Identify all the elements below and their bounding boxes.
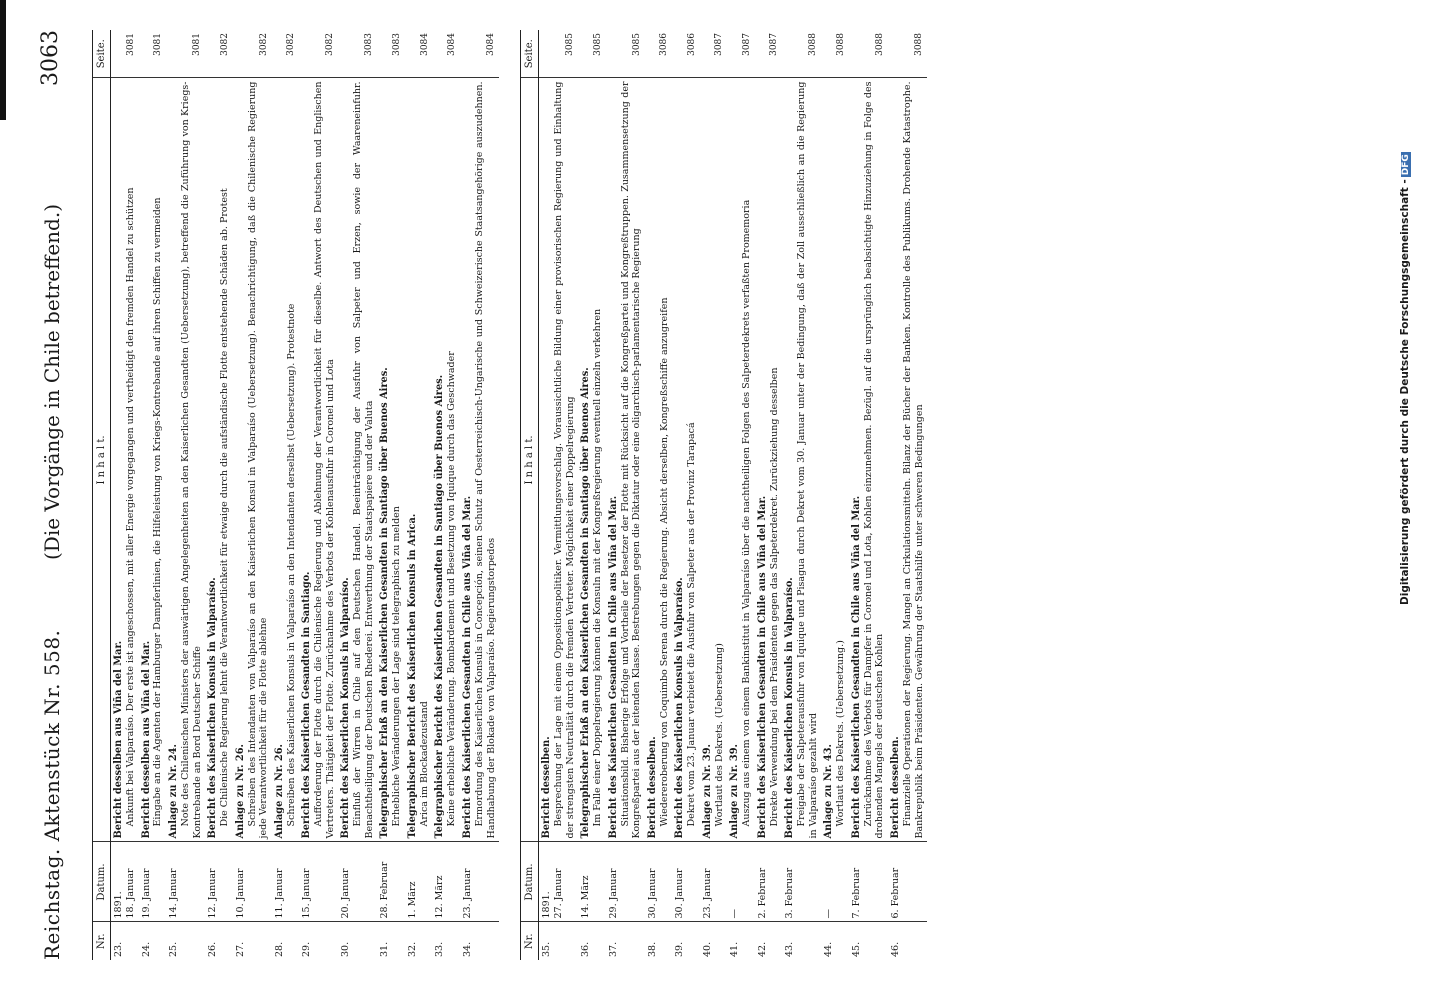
entry-date xyxy=(888,842,927,922)
table-row xyxy=(849,30,888,960)
entry-title: Anlage zu Nr. 43. xyxy=(823,744,835,839)
entry-title: Telegraphischer Erlaß an den Kaiserlichen Gesandten in Santiago über Buenos Aires. xyxy=(379,367,391,839)
table-row xyxy=(782,30,821,960)
col-datum: Datum. xyxy=(93,842,111,922)
entry-number-text: 29. xyxy=(301,941,313,957)
entry-number-text: 33. xyxy=(434,941,446,957)
table-row xyxy=(700,30,728,960)
entry-number-text: 34. xyxy=(461,941,473,957)
entry-page xyxy=(338,30,377,78)
entry-date xyxy=(578,842,606,922)
entry-page xyxy=(888,30,927,78)
table-header-row xyxy=(521,30,539,960)
entry-title: Anlage zu Nr. 39. xyxy=(729,744,741,839)
entry-content xyxy=(672,78,700,842)
entry-date xyxy=(539,842,579,922)
entry-page xyxy=(139,30,167,78)
entry-number-text: 28. xyxy=(273,941,285,957)
entry-text: Freigabe der Salpeterausfuhr von Iquique und Pisagua durch Dekret vom 30. Januar unter der Bedingung, daß der Zoll ausschließlich an die Regierung in Valparaíso gezahlt wird xyxy=(796,81,819,839)
table-row xyxy=(755,30,783,960)
entry-date-text: 1. März xyxy=(406,881,418,919)
entry-content xyxy=(606,78,645,842)
entry-date xyxy=(672,842,700,922)
entry-number-text: 41. xyxy=(729,941,741,957)
entry-number xyxy=(821,922,849,960)
entry-number xyxy=(727,922,755,960)
entry-number-text: 23. xyxy=(113,941,124,957)
entry-text: Schreiben des Kaiserlichen Konsuls in Valparaíso an den Intendanten derselbst (Uebersetzung). Protestnote xyxy=(285,303,297,827)
entry-page-text: 3081 xyxy=(192,33,203,56)
entry-number-text: 26. xyxy=(207,941,219,957)
entry-page-text: 3083 xyxy=(391,33,402,56)
entry-year: 1891. xyxy=(113,891,124,919)
entry-page-text: 3088 xyxy=(835,33,846,56)
entry-number-text: 40. xyxy=(701,941,713,957)
entry-page-text: 3084 xyxy=(447,33,458,56)
entry-content xyxy=(166,78,205,842)
entry-content xyxy=(782,78,821,842)
entry-number xyxy=(460,922,499,960)
entry-number xyxy=(539,922,579,960)
dfg-badge: DFG xyxy=(1401,154,1411,176)
entry-page xyxy=(782,30,821,78)
entry-page xyxy=(821,30,849,78)
entry-text: Arica im Blockadezustand xyxy=(418,701,430,827)
page-header xyxy=(34,30,74,960)
entry-title: Bericht des Kaiserlichen Gesandten in Chile aus Viña del Mar. xyxy=(607,495,619,839)
entry-number xyxy=(645,922,673,960)
entry-content xyxy=(338,78,377,842)
entry-content xyxy=(539,78,579,842)
table-row xyxy=(821,30,849,960)
entry-content xyxy=(299,78,338,842)
entry-text: Ermordung des Kaiserlichen Konsuls in Concepción, seinen Schutz auf Oesterreichisch-Ungarische und Schweizerische Staatsangehörige auszudehnen. Handhabung der Blokade von Valparaíso. Regierungstorpedos xyxy=(473,81,497,839)
entry-text: Besprechung der Lage mit einem Oppositionspolitiker. Vermittlungsvorschlag. Voraussichtliche Bildung einer provisorischen Regierung und Einhaltung der strengsten Neutralität durch die fremden Vertreter. Möglichkeit einer Doppelregierung xyxy=(552,81,576,839)
entry-page xyxy=(755,30,783,78)
entry-title: Bericht desselben aus Viña del Mar. xyxy=(140,640,152,839)
entry-number xyxy=(782,922,821,960)
entry-title: Bericht des Kaiserlichen Konsuls in Valparaíso. xyxy=(784,577,796,839)
entry-page xyxy=(205,30,233,78)
entry-page xyxy=(539,30,579,78)
entry-date xyxy=(111,842,139,922)
entry-number xyxy=(338,922,377,960)
entry-page-text: 3082 xyxy=(325,33,336,56)
entry-page xyxy=(111,30,139,78)
entry-number-text: 39. xyxy=(674,941,686,957)
table-row xyxy=(645,30,673,960)
col-nr: Nr. xyxy=(521,922,539,960)
entry-number xyxy=(672,922,700,960)
table-row xyxy=(405,30,433,960)
entry-page-text: 3085 xyxy=(592,33,603,56)
entry-number xyxy=(849,922,888,960)
dfg-sidebar xyxy=(1399,25,1417,605)
entry-content xyxy=(432,78,460,842)
entry-title: Bericht des Kaiserlichen Konsuls in Valparaíso. xyxy=(207,577,219,839)
entry-number-text: 42. xyxy=(756,941,768,957)
entry-content xyxy=(821,78,849,842)
entry-number-text: 45. xyxy=(850,941,862,957)
entry-page-text: 3087 xyxy=(769,33,780,56)
table-row xyxy=(139,30,167,960)
contents-table-1 xyxy=(92,30,499,960)
entry-number xyxy=(405,922,433,960)
entry-title: Bericht desselben. xyxy=(889,736,901,839)
entry-content xyxy=(578,78,606,842)
entry-page xyxy=(405,30,433,78)
entry-number-text: 35. xyxy=(541,941,552,957)
entry-number-text: 25. xyxy=(168,941,180,957)
entry-page xyxy=(432,30,460,78)
entry-page xyxy=(460,30,499,78)
entry-text: Wiedereroberung von Coquimbo Serena durch die Regierung. Absicht derselben, Kongreßschiffe anzugreifen xyxy=(658,297,670,827)
header-center: (Die Vorgänge in Chile betreffend.) xyxy=(40,203,64,560)
entry-number xyxy=(755,922,783,960)
entry-date xyxy=(377,842,405,922)
entry-date xyxy=(606,842,645,922)
entry-date-text: 2. Februar xyxy=(756,867,768,919)
entry-date xyxy=(233,842,272,922)
entry-content xyxy=(233,78,272,842)
entry-page-text: 3086 xyxy=(659,33,670,56)
entry-date xyxy=(166,842,205,922)
entry-number-text: 43. xyxy=(784,941,796,957)
table-row xyxy=(233,30,272,960)
entry-text: Wortlaut des Dekrets. (Uebersetzung.) xyxy=(835,640,847,827)
entry-title: Anlage zu Nr. 24. xyxy=(168,744,180,839)
table-row xyxy=(377,30,405,960)
entry-number-text: 44. xyxy=(823,941,835,957)
entry-text: Auszug aus einem von einem Bankinstitut in Valparaíso über die nachtheiligen Folgen des Salpeterdekrets verfaßten Promemoria xyxy=(741,199,753,827)
entry-page xyxy=(299,30,338,78)
entry-page-text: 3088 xyxy=(808,33,819,56)
entry-number-text: 37. xyxy=(607,941,619,957)
entry-date xyxy=(727,842,755,922)
entry-date xyxy=(782,842,821,922)
entry-date xyxy=(460,842,499,922)
entry-title: Anlage zu Nr. 26. xyxy=(273,744,285,839)
entry-title: Bericht desselben. xyxy=(541,736,552,839)
entry-date-text: 15. Januar xyxy=(301,868,313,919)
entry-date xyxy=(272,842,300,922)
table-row xyxy=(606,30,645,960)
entry-content xyxy=(111,78,139,842)
entry-page-text: 3084 xyxy=(486,33,497,56)
entry-text: Die Chilenische Regierung lehnt die Verantwortlichkeit für etwaige durch die aufständische Flotte entstehende Schäden ab. Protest xyxy=(219,188,231,827)
entry-number-text: 31. xyxy=(379,941,391,957)
entry-title: Bericht des Kaiserlichen Gesandten in Santiago. xyxy=(301,571,313,839)
entry-date-text: 10. Januar xyxy=(234,868,246,919)
entry-date xyxy=(849,842,888,922)
col-inhalt: I n h a l t. xyxy=(521,78,539,842)
table-row xyxy=(111,30,139,960)
entry-content xyxy=(460,78,499,842)
col-nr: Nr. xyxy=(93,922,111,960)
entry-date xyxy=(405,842,433,922)
entry-page xyxy=(272,30,300,78)
entry-page xyxy=(166,30,205,78)
entry-date-text: 20. Januar xyxy=(340,868,352,919)
table-row xyxy=(272,30,300,960)
entry-page-text: 3088 xyxy=(914,33,925,56)
entry-text: Schreiben des Intendanten von Valparaíso an den Kaiserlichen Konsul in Valparaíso (Uebersetzung). Benachrichtigung, daß die Chilenische Regierung jede Verantwortlichkeit für die Flotte ablehne xyxy=(246,81,270,839)
entry-page xyxy=(578,30,606,78)
entry-page-text: 3085 xyxy=(565,33,576,56)
entry-content xyxy=(377,78,405,842)
entry-date-text: 30. Januar xyxy=(646,868,658,919)
entry-page-text: 3083 xyxy=(364,33,375,56)
entry-title: Bericht des Kaiserlichen Konsuls in Valparaíso. xyxy=(674,577,686,839)
entry-title: Bericht des Kaiserlichen Gesandten in Chile aus Viña del Mar. xyxy=(850,495,862,839)
entry-date-text: — xyxy=(823,909,835,919)
entry-page xyxy=(645,30,673,78)
table-header-row xyxy=(93,30,111,960)
entry-number xyxy=(606,922,645,960)
entry-title: Telegraphischer Bericht des Kaiserlichen Konsuls in Arica. xyxy=(406,513,418,839)
entry-date xyxy=(205,842,233,922)
entry-page-text: 3087 xyxy=(741,33,752,56)
entry-date xyxy=(821,842,849,922)
entry-page-text: 3081 xyxy=(125,33,136,56)
entry-number-text: 27. xyxy=(234,941,246,957)
entry-number-text: 36. xyxy=(580,941,592,957)
col-datum: Datum. xyxy=(521,842,539,922)
entry-number xyxy=(700,922,728,960)
entry-text: Erhebliche Veränderungen der Lage sind telegraphisch zu melden xyxy=(391,506,403,827)
entry-page-text: 3087 xyxy=(714,33,725,56)
entry-year: 1891. xyxy=(541,891,552,919)
entry-date-text: 7. Februar xyxy=(850,867,862,919)
table-row xyxy=(539,30,579,960)
entry-title: Bericht des Kaiserlichen Gesandten in Chile aus Viña del Mar. xyxy=(461,495,473,839)
entry-text: Note des Chilenischen Ministers der auswärtigen Angelegenheiten an den Kaiserlichen Gesandten (Uebersetzung), betreffend die Zuführung von Kriegs-Kontrebande an Bord Deutscher Schiffe xyxy=(179,81,203,839)
entry-text: Wortlaut des Dekrets. (Uebersetzung) xyxy=(713,643,725,827)
entry-date-text: 14. Januar xyxy=(168,868,180,919)
entry-page-text: 3086 xyxy=(686,33,697,56)
entry-number xyxy=(272,922,300,960)
entry-title: Bericht desselben aus Viña del Mar. xyxy=(113,640,124,839)
entry-number xyxy=(139,922,167,960)
entry-date-text: 3. Februar xyxy=(784,867,796,919)
entry-page-text: 3082 xyxy=(219,33,230,56)
entry-content xyxy=(272,78,300,842)
entry-date-text: 14. März xyxy=(580,875,592,919)
entry-number-text: 32. xyxy=(406,941,418,957)
entry-text: Direkte Verwendung bei dem Präsidenten gegen das Salpeterdekret. Zurückziehung desselben xyxy=(768,367,780,827)
page-number: 3063 xyxy=(38,30,63,86)
entry-title: Bericht desselben. xyxy=(646,736,658,839)
entry-page xyxy=(606,30,645,78)
header-left: Reichstag. Aktenstück Nr. 558. xyxy=(40,629,64,960)
col-inhalt: I n h a l t. xyxy=(93,78,111,842)
entry-page xyxy=(377,30,405,78)
entry-title: Bericht des Kaiserlichen Konsuls in Valparaíso. xyxy=(340,577,352,839)
entry-text: Finanzielle Operationen der Regierung. Mangel an Cirkulationsmitteln. Bilanz der Bücher der Banken. Kontrolle des Publikums. Drohende Katastrophe. Bankrepublik beim Präsidenten. Gewährung der Staatshilfe unter schweren Bedingungen xyxy=(901,81,925,839)
entry-title: Telegraphischer Erlaß an den Kaiserlichen Gesandten in Santiago über Buenos Aires. xyxy=(580,367,592,839)
entry-text: Eingabe an die Agenten der Hamburger Dampferlinien, die Hilfeleistung von Kriegs-Kontrebande auf ihren Schiffen zu vermeiden xyxy=(152,197,164,827)
entry-date xyxy=(645,842,673,922)
entry-date xyxy=(338,842,377,922)
entry-title: Anlage zu Nr. 39. xyxy=(701,744,713,839)
col-seite: Seite. xyxy=(93,30,111,78)
entry-date xyxy=(299,842,338,922)
entry-date-text: — xyxy=(729,909,741,919)
entry-number-text: 46. xyxy=(889,941,901,957)
entry-number-text: 30. xyxy=(340,941,352,957)
entry-page-text: 3082 xyxy=(286,33,297,56)
table-row xyxy=(338,30,377,960)
entry-number-text: 38. xyxy=(646,941,658,957)
entry-page xyxy=(233,30,272,78)
entry-title: Bericht des Kaiserlichen Gesandten in Chile aus Viña del Mar. xyxy=(756,495,768,839)
entry-date xyxy=(139,842,167,922)
entry-page-text: 3085 xyxy=(631,33,642,56)
entry-date-text: 6. Februar xyxy=(889,867,901,919)
entry-page xyxy=(700,30,728,78)
entry-number xyxy=(111,922,139,960)
entry-text: Keine erhebliche Veränderung. Bombardement und Besetzung von Iquique durch das Geschwader xyxy=(446,351,458,827)
entry-date xyxy=(432,842,460,922)
contents-table-2 xyxy=(520,30,927,960)
entry-content xyxy=(849,78,888,842)
entry-number xyxy=(377,922,405,960)
entry-date-text: 23. Januar xyxy=(461,868,473,919)
entry-date-text: 29. Januar xyxy=(607,868,619,919)
entry-date-text: 12. Januar xyxy=(207,868,219,919)
entry-content xyxy=(700,78,728,842)
table-row xyxy=(299,30,338,960)
entry-number xyxy=(578,922,606,960)
entry-date-text: 28. Februar xyxy=(379,861,391,919)
entry-number xyxy=(166,922,205,960)
entry-page-text: 3081 xyxy=(153,33,164,56)
entry-content xyxy=(645,78,673,842)
entry-content xyxy=(727,78,755,842)
table-row xyxy=(578,30,606,960)
table-row xyxy=(888,30,927,960)
table-row xyxy=(727,30,755,960)
table-row xyxy=(205,30,233,960)
entry-text: Dekret vom 23. Januar verbietet die Ausfuhr von Salpeter aus der Provinz Tarapacá xyxy=(686,422,698,827)
entry-date-text: 12. März xyxy=(434,875,446,919)
entry-date xyxy=(700,842,728,922)
entry-content xyxy=(139,78,167,842)
entry-date-text: 30. Januar xyxy=(674,868,686,919)
entry-page-text: 3084 xyxy=(419,33,430,56)
entry-date-text: 18. Januar xyxy=(124,868,136,919)
entry-content xyxy=(405,78,433,842)
entry-text: Zurücknahme des Verbots für Dampfer in Coronel und Lota, Kohlen einzunehmen. Bezügl. auf die ursprünglich beabsichtigte Hinzuziehung in Folge des drohenden Mangels der deutschen Kohlen xyxy=(862,81,886,839)
entry-date-text: 11. Januar xyxy=(273,868,285,919)
entry-page-text: 3088 xyxy=(875,33,886,56)
table-row xyxy=(432,30,460,960)
entry-title: Anlage zu Nr. 26. xyxy=(234,744,246,839)
entry-number-text: 24. xyxy=(140,941,152,957)
entry-title: Telegraphischer Bericht des Kaiserlichen Gesandten in Santiago über Buenos Aires. xyxy=(434,374,446,839)
table-row xyxy=(672,30,700,960)
entry-number xyxy=(205,922,233,960)
entry-content xyxy=(205,78,233,842)
entry-text: Situationsbild. Bisherige Erfolge und Vortheile der Besetzer der Flotte mit Rücksicht auf die Kongreßpartei und Kongreßtruppen. Zusammensetzung der Kongreßpartei aus der leitenden Klasse. Bestrebungen gegen die Diktatur oder eine oligarchisch-parlamentarische Regierung xyxy=(619,81,643,839)
entry-date-text: 23. Januar xyxy=(701,868,713,919)
col-seite: Seite. xyxy=(521,30,539,78)
entry-date-text: 27. Januar xyxy=(552,868,564,919)
entry-text: Im Falle einer Doppelregierung können die Konsuln mit der Kongreßregierung eventuell einzeln verkehren xyxy=(592,308,604,827)
entry-text: Aufforderung der Flotte durch die Chilenische Regierung und Ablehnung der Verantwortlichkeit für dieselbe. Antwort des Deutschen und Englischen Vertreters. Thätigkeit der Flotte. Zurücknahme des Verbots der Kohlenausfuhr in Coronel und Lota xyxy=(313,81,336,839)
entry-number xyxy=(432,922,460,960)
entry-page xyxy=(727,30,755,78)
entry-page xyxy=(849,30,888,78)
entry-number xyxy=(299,922,338,960)
entry-page xyxy=(672,30,700,78)
entry-content xyxy=(888,78,927,842)
entry-date-text: 19. Januar xyxy=(140,868,152,919)
entry-text: Einfluß der Wirren in Chile auf den Deutschen Handel. Beeinträchtigung der Ausfuhr von Salpeter und Erzen, sowie der Waareneinfuhr. Benachtheiligung der Deutschen Rhederei. Entwerthung der Staatspapiere und der Valuta xyxy=(352,81,375,839)
table-row xyxy=(460,30,499,960)
entry-number xyxy=(233,922,272,960)
entry-date xyxy=(755,842,783,922)
table-row xyxy=(166,30,205,960)
entry-number xyxy=(888,922,927,960)
dfg-credit-text: Digitalisierung gefördert durch die Deutsche Forschungsgemeinschaft - xyxy=(1399,179,1411,605)
entry-content xyxy=(755,78,783,842)
entry-page-text: 3082 xyxy=(258,33,269,56)
entry-text: Ankunft bei Valparaíso. Der erste ist angeschossen, mit aller Energie vorgegangen und vertheidigt den fremden Handel zu schützen xyxy=(124,187,136,827)
